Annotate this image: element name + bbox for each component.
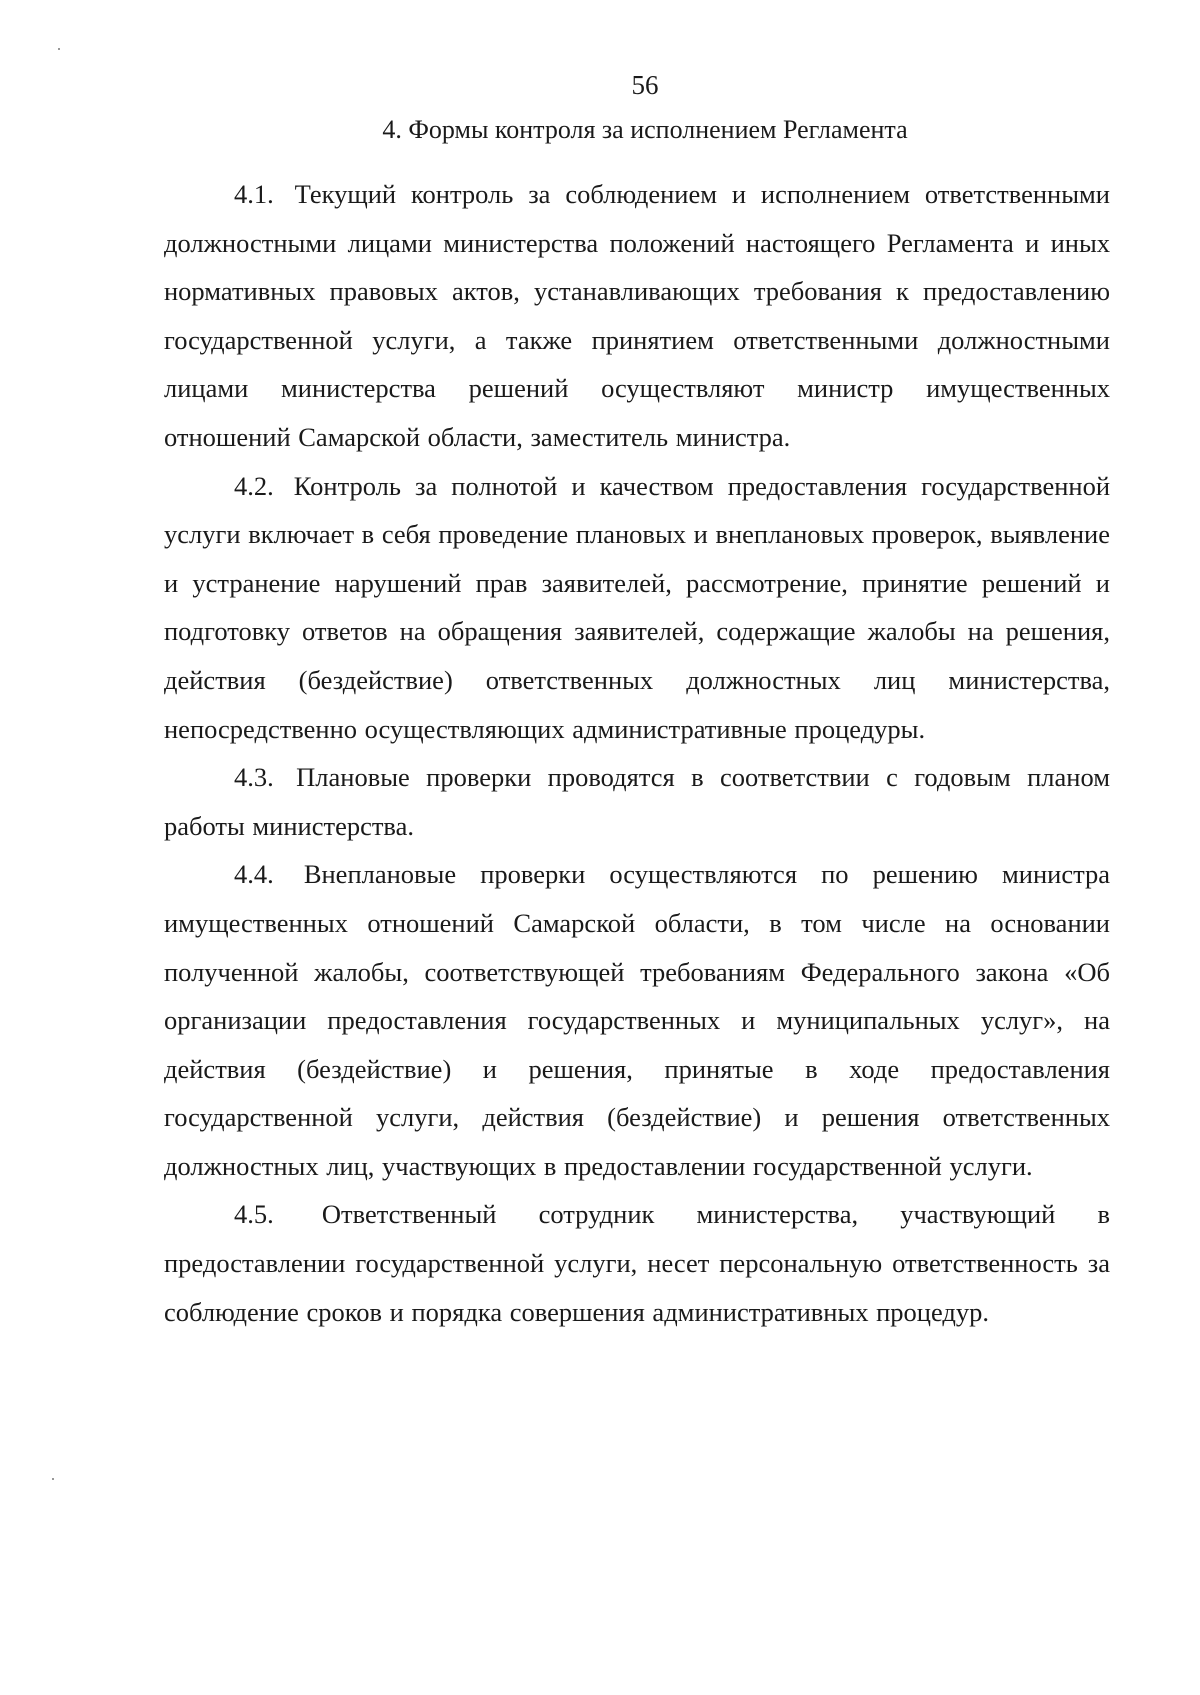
paragraph-4-5 <box>164 1190 1110 1336</box>
paragraph-text: Текущий контроль за соблюдением и исполнением ответственными должностными лицами министерства положений настоящего Регламента и иных нормативных правовых актов, устанавливающих требования к предоставлению государственной услуги, а также принятием ответственными должностными лицами министерства решений осуществляют министр имущественных отношений Самарской области, заместитель министра. <box>164 179 1110 452</box>
paragraph-number: 4.4. <box>234 859 274 890</box>
paragraph-4-1 <box>164 170 1110 462</box>
paragraph-number: 4.5. <box>234 1199 274 1230</box>
paragraph-4-4 <box>164 850 1110 1190</box>
scan-speck <box>52 1478 54 1480</box>
section-title: 4. Формы контроля за исполнением Регламента <box>382 115 908 144</box>
scan-speck <box>58 48 60 50</box>
paragraph-number: 4.2. <box>234 470 274 501</box>
paragraph-number: 4.1. <box>234 179 274 209</box>
paragraph-4-3 <box>164 753 1110 850</box>
document-body <box>164 170 1110 1336</box>
page-number: 56 <box>631 70 659 100</box>
paragraph-text: Ответственный сотрудник министерства, участвующий в предоставлении государственной услуги, несет персональную ответственность за соблюдение сроков и порядка совершения административных процедур. <box>164 1199 1110 1327</box>
paragraph-text: Плановые проверки проводятся в соответствии с годовым планом работы министерства. <box>164 762 1110 841</box>
paragraph-text: Контроль за полнотой и качеством предоставления государственной услуги включает в себя проведение плановых и внеплановых проверок, выявление и устранение нарушений прав заявителей, рассмотрение, принятие решений и подготовку ответов на обращения заявителей, содержащие жалобы на решения, действия (бездействие) ответственных должностных лиц министерства, непосредственно осуществляющих административные процедуры. <box>164 470 1110 744</box>
paragraph-number: 4.3. <box>234 762 274 793</box>
paragraph-4-2 <box>164 462 1110 754</box>
paragraph-text: Внеплановые проверки осуществляются по решению министра имущественных отношений Самарской области, в том числе на основании полученной жалобы, соответствующей требованиям Федерального закона «Об организации предоставления государственных и муниципальных услуг», на действия (бездействие) и решения, принятые в ходе предоставления государственной услуги, действия (бездействие) и решения ответственных должностных лиц, участвующих в предоставлении государственной услуги. <box>164 859 1110 1181</box>
